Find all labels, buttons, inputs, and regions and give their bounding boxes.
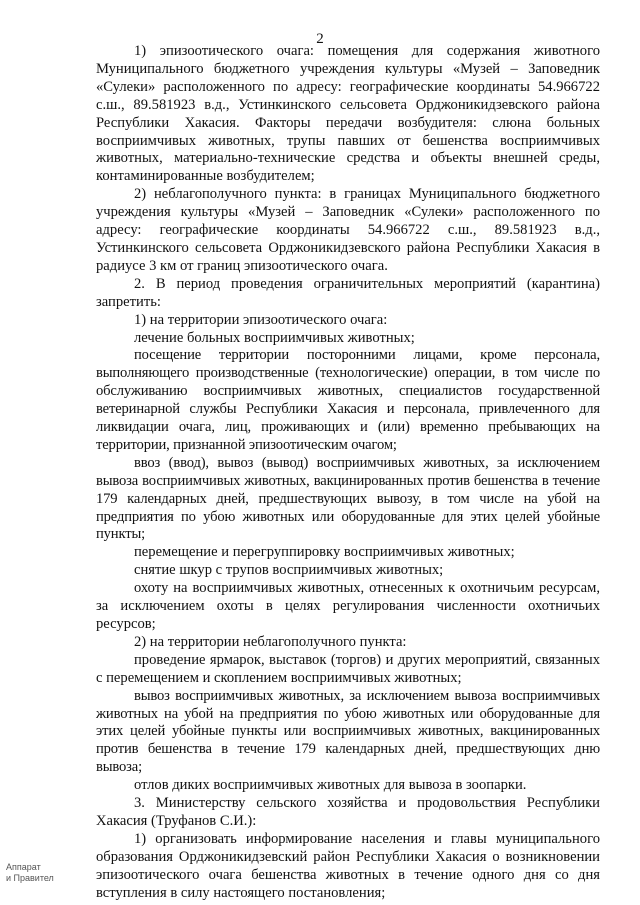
paragraph-export-ban: вывоз восприимчивых животных, за исключением вывоза восприимчивых животных на убой на предприятия по убою животных или оборудованные для этих целей убойные пункты или восприимчивых животных, вакцинированных против бешенства в течение 179 календарных дней, предшествующих дню вывоза; [96,687,600,776]
page-number: 2 [316,31,324,47]
paragraph-affected-area-heading: 2) на территории неблагополучного пункта: [134,633,407,650]
paragraph-outbreak-focus: 1) эпизоотического очага: помещения для содержания животного Муниципального бюджетного учреждения культуры «Музей – Заповедник «Сулеки» расположенного по адресу: географические координаты 54.966722 с.ш., 89.581923 в.д., Устинкинского сельсовета Орджоникидзевского района Республики Хакасия. Факторы передачи возбудителя: слюна больных восприимчивых животных, трупы павших от бешенства восприимчивых животных, материально-технические средства и объекты внешней среды, контаминированные возбудителем; [96,43,600,185]
paragraph-capture-ban: отлов диких восприимчивых животных для вывоза в зоопарки. [134,777,527,794]
footer-stamp [6,862,54,884]
paragraph-ministry-instruction: 3. Министерству сельского хозяйства и продовольствия Республики Хакасия (Труфанов С.И.): [96,795,600,829]
paragraph-import-export-ban: ввоз (ввод), вывоз (вывод) восприимчивых животных, за исключением вывоза восприимчивых животных, вакцинированных против бешенства в течение 179 календарных дней, предшествующих вывозу, в том числе на убой на предприятия по убою животных или оборудованные для этих целей убойные пункты; [96,454,600,543]
paragraph-skinning-ban: снятие шкур с трупов восприимчивых животных; [134,562,444,579]
paragraph-visiting-ban: посещение территории посторонними лицами, кроме персонала, выполняющего производственные (технологические) операции, в том числе по обслуживанию восприимчивых животных, специалистов государственной ветеринарной службы Республики Хакасия и персонала, привлеченного для ликвидации очага, лиц, проживающих и (или) временно пребывающих на территории, признанной эпизоотическим очагом; [96,347,600,453]
footer-line: и Правител [6,873,54,883]
paragraph-quarantine-prohibitions: 2. В период проведения ограничительных мероприятий (карантина) запретить: [96,275,600,310]
paragraph-regrouping-ban: перемещение и перегруппировку восприимчивых животных; [134,544,515,561]
paragraph-hunting-ban: охоту на восприимчивых животных, отнесенных к охотничьим ресурсам, за исключением охоты в целях регулирования численности охотничьих ресурсов; [96,580,600,632]
paragraph-treatment-ban: лечение больных восприимчивых животных; [134,329,415,346]
footer-line: Аппарат [6,862,41,872]
document-body [96,43,600,903]
paragraph-affected-area: 2) неблагополучного пункта: в границах Муниципального бюджетного учреждения культуры «Музей – Заповедник «Сулеки» расположенного по адресу: географические координаты 54.966722 с.ш., 89.581923 в.д., Устинкинского сельсовета Орджоникидзевского района Республики Хакасия в радиусе 3 км от границ эпизоотического очага. [96,186,600,274]
paragraph-focus-territory-heading: 1) на территории эпизоотического очага: [134,311,388,328]
paragraph-informing: 1) организовать информирование населения и главы муниципального образования Орджоникидзевский район Республики Хакасия о возникновении эпизоотического очага бешенства животных в течение одного дня со дня вступления в силу настоящего постановления; [96,830,600,901]
paragraph-fairs-ban: проведение ярмарок, выставок (торгов) и других мероприятий, связанных с перемещением и скоплением восприимчивых животных; [96,651,600,686]
